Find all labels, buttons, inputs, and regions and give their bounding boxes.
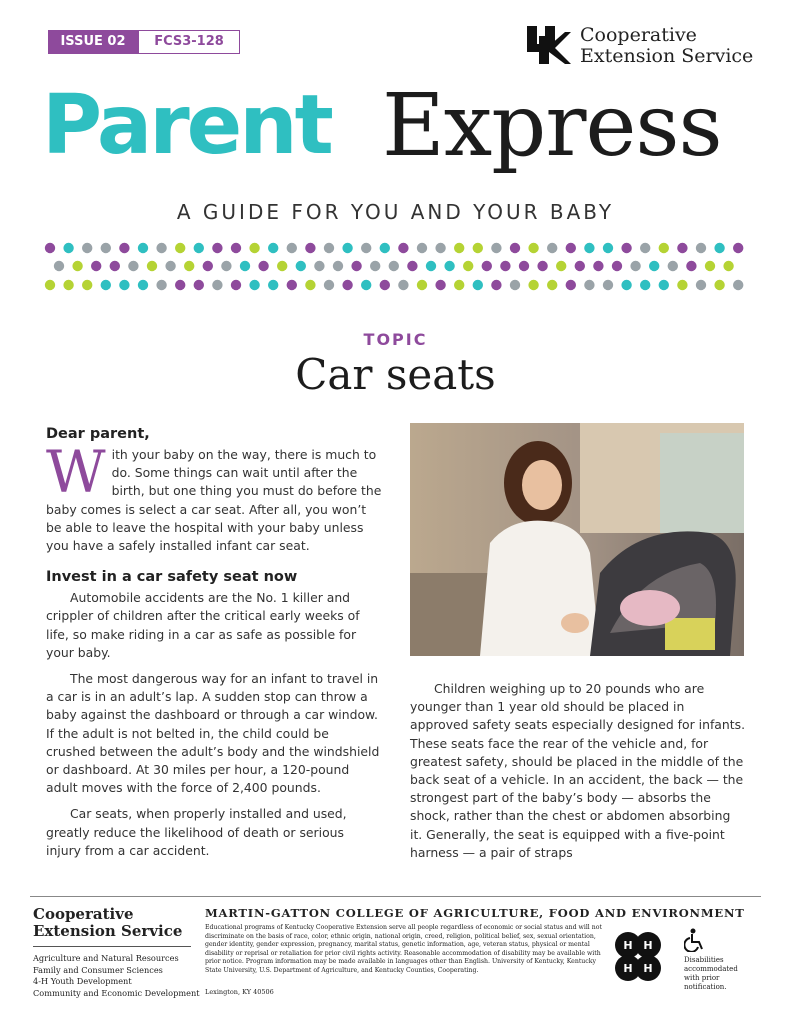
decorative-dot xyxy=(351,261,361,271)
decorative-dot xyxy=(361,280,371,290)
footer-college-name: MARTIN-GATTON COLLEGE OF AGRICULTURE, FOOD AND ENVIRONMENT xyxy=(205,906,745,920)
decorative-dot xyxy=(547,243,557,253)
decorative-dot xyxy=(268,280,278,290)
masthead-subtitle: A GUIDE FOR YOU AND YOUR BABY xyxy=(176,200,615,224)
decorative-dot xyxy=(128,261,138,271)
decorative-dot xyxy=(72,261,82,271)
decorative-dot xyxy=(677,280,687,290)
decorative-dot xyxy=(361,243,371,253)
decorative-dot xyxy=(444,261,454,271)
left-column xyxy=(46,426,382,868)
decorative-dot xyxy=(287,280,297,290)
decorative-dot xyxy=(305,243,315,253)
greeting: Dear parent, xyxy=(46,426,150,442)
decorative-dot xyxy=(380,243,390,253)
decorative-dot xyxy=(305,280,315,290)
decorative-dot xyxy=(491,280,501,290)
program-item: Family and Consumer Sciences xyxy=(33,964,163,975)
footer-legal-text: Educational programs of Kentucky Cooperative Extension serve all people regardless of economic or social status and will not discriminate on the basis of race, color, ethnic origin, national origin, creed, religion, political belief, sex, sexual orientation, gender identity, gender expression, pregnancy, marital status, genetic information, age, veteran status, physical or mental disability or reprisal or retaliation for prior civil rights activity. Reasonable accommodation of disability may be available with prior notice. Program information may be made available in languages other than English. University of Kentucky, Kentucky State University, U.S. Department of Agriculture, and Kentucky Counties, Cooperating. xyxy=(205,924,602,974)
decorative-dot xyxy=(733,280,743,290)
decorative-dot xyxy=(138,280,148,290)
decorative-dot xyxy=(398,243,408,253)
decorative-dot xyxy=(668,261,678,271)
decorative-dot xyxy=(101,243,111,253)
program-item: 4-H Youth Development xyxy=(33,976,132,986)
decorative-dot xyxy=(342,280,352,290)
decorative-dot xyxy=(500,261,510,271)
decorative-dot xyxy=(194,243,204,253)
decorative-dot xyxy=(463,261,473,271)
footer-org-name: Cooperative Extension Service xyxy=(33,905,183,940)
decorative-dot xyxy=(491,243,501,253)
decorative-dot xyxy=(296,261,306,271)
decorative-dot xyxy=(640,280,650,290)
decorative-dot xyxy=(426,261,436,271)
decorative-dot xyxy=(212,243,222,253)
decorative-dot xyxy=(705,261,715,271)
decorative-dot xyxy=(659,280,669,290)
decorative-dot xyxy=(82,280,92,290)
drop-cap: W xyxy=(46,438,106,506)
decorative-dot xyxy=(537,261,547,271)
decorative-dot xyxy=(593,261,603,271)
decorative-dot xyxy=(677,243,687,253)
decorative-dot xyxy=(389,261,399,271)
decorative-dot xyxy=(482,261,492,271)
decorative-dot xyxy=(324,243,334,253)
paragraph-3: Car seats, when properly installed and used, greatly reduce the likelihood of death or serious injury from a car accident. xyxy=(46,806,347,858)
decorative-dot xyxy=(621,280,631,290)
decorative-dot xyxy=(407,261,417,271)
decorative-dot xyxy=(82,243,92,253)
decorative-dot xyxy=(528,243,538,253)
topic-label: TOPIC xyxy=(363,330,428,349)
decorative-dot xyxy=(584,243,594,253)
decorative-dot xyxy=(435,243,445,253)
decorative-dot xyxy=(566,280,576,290)
decorative-dot xyxy=(454,280,464,290)
decorative-dot-pattern xyxy=(44,242,748,294)
decorative-dot xyxy=(249,280,259,290)
decorative-dot xyxy=(630,261,640,271)
decorative-dot xyxy=(603,243,613,253)
decorative-dot xyxy=(221,261,231,271)
decorative-dot xyxy=(519,261,529,271)
decorative-dot xyxy=(194,280,204,290)
decorative-dot xyxy=(240,261,250,271)
decorative-dot xyxy=(528,280,538,290)
article-title: Car seats xyxy=(295,350,496,399)
decorative-dot xyxy=(54,261,64,271)
decorative-dot xyxy=(723,261,733,271)
decorative-dot xyxy=(45,243,55,253)
decorative-dot xyxy=(147,261,157,271)
decorative-dot xyxy=(268,243,278,253)
decorative-dot xyxy=(603,280,613,290)
decorative-dot xyxy=(342,243,352,253)
right-paragraph: Children weighing up to 20 pounds who are younger than 1 year old should be placed in approved safety seats especially designed for infants. These seats face the rear of the vehicle and, for greatest safety, should be placed in the middle of the back seat of a vehicle. In an accident, the back — the strongest part of the baby’s body — absorbs the shock, rather than the chest or abdomen absorbing it. Generally, the seat is equipped with a five-point harness — a pair of straps xyxy=(410,681,746,860)
decorative-dot xyxy=(584,280,594,290)
disabilities-note: Disabilities accommodated with prior notification. xyxy=(684,956,738,991)
decorative-dot xyxy=(231,243,241,253)
decorative-dot xyxy=(249,243,259,253)
decorative-dot xyxy=(314,261,324,271)
wheelchair-accessibility-icon xyxy=(684,928,706,952)
masthead-title-parent: Parent xyxy=(42,78,331,173)
decorative-dot xyxy=(138,243,148,253)
decorative-dot xyxy=(184,261,194,271)
decorative-dot xyxy=(733,243,743,253)
svg-text:H: H xyxy=(623,962,633,975)
decorative-dot xyxy=(324,280,334,290)
footer-divider xyxy=(30,896,761,897)
decorative-dot xyxy=(417,243,427,253)
decorative-dot xyxy=(547,280,557,290)
decorative-dot xyxy=(287,243,297,253)
intro-paragraph: With your baby on the way, there is much to do. Some things can wait until after the birth, but one thing you must do before the baby comes is select a car seat. After all, you won’t be able to leave the hospital with your baby unless you have a safely installed infant car seat. xyxy=(46,438,382,554)
decorative-dot xyxy=(175,243,185,253)
masthead-title-express: Express xyxy=(382,76,722,176)
decorative-dot xyxy=(45,280,55,290)
decorative-dot xyxy=(156,243,166,253)
decorative-dot xyxy=(110,261,120,271)
decorative-dot xyxy=(621,243,631,253)
decorative-dot xyxy=(556,261,566,271)
decorative-dot xyxy=(566,243,576,253)
svg-text:H: H xyxy=(643,962,653,975)
footer-address: Lexington, KY 40506 xyxy=(205,988,274,996)
decorative-dot xyxy=(165,261,175,271)
uk-logo-icon xyxy=(525,24,571,66)
decorative-dot xyxy=(473,280,483,290)
decorative-dot xyxy=(156,280,166,290)
decorative-dot xyxy=(101,280,111,290)
decorative-dot xyxy=(380,280,390,290)
decorative-dot xyxy=(714,280,724,290)
decorative-dot xyxy=(212,280,222,290)
decorative-dot xyxy=(510,280,520,290)
photo-mother-buckling-car-seat xyxy=(410,423,744,656)
decorative-dot xyxy=(63,280,73,290)
decorative-dot xyxy=(510,243,520,253)
footer-programs xyxy=(33,953,200,999)
decorative-dot xyxy=(333,261,343,271)
svg-text:H: H xyxy=(643,939,653,952)
program-item: Community and Economic Development xyxy=(33,987,200,998)
decorative-dot xyxy=(454,243,464,253)
decorative-dot xyxy=(435,280,445,290)
decorative-dot xyxy=(277,261,287,271)
decorative-dot xyxy=(575,261,585,271)
issue-badge: ISSUE 02 xyxy=(48,30,138,54)
four-h-clover-icon xyxy=(606,928,670,988)
decorative-dot xyxy=(63,243,73,253)
decorative-dot xyxy=(119,280,129,290)
section-heading: Invest in a car safety seat now xyxy=(46,569,298,586)
decorative-dot xyxy=(258,261,268,271)
decorative-dot xyxy=(696,280,706,290)
paragraph-2: The most dangerous way for an infant to travel in a car is in an adult’s lap. A sudden stop can throw a baby against the dashboard or through a car window. If the adult is not belted in, the child could be crushed between the adult’s body and the windshield or dashboard. At 30 miles per hour, a 120-pound adult moves with the force of 2,400 pounds. xyxy=(46,671,380,796)
decorative-dot xyxy=(417,280,427,290)
decorative-dot xyxy=(473,243,483,253)
footer-org-divider xyxy=(33,946,191,947)
decorative-dot xyxy=(612,261,622,271)
decorative-dot xyxy=(640,243,650,253)
svg-text:H: H xyxy=(623,939,633,952)
decorative-dot xyxy=(398,280,408,290)
decorative-dot xyxy=(714,243,724,253)
org-name: Cooperative Extension Service xyxy=(580,24,754,67)
paragraph-1: Automobile accidents are the No. 1 killer and crippler of children after the critical early weeks of life, so make riding in a car as safe as possible for your baby. xyxy=(46,590,360,660)
decorative-dot xyxy=(370,261,380,271)
decorative-dot xyxy=(91,261,101,271)
decorative-dot xyxy=(659,243,669,253)
decorative-dot xyxy=(231,280,241,290)
decorative-dot xyxy=(686,261,696,271)
decorative-dot xyxy=(175,280,185,290)
program-item: Agriculture and Natural Resources xyxy=(33,953,179,963)
right-column xyxy=(410,680,746,870)
decorative-dot xyxy=(696,243,706,253)
publication-code: FCS3-128 xyxy=(138,30,240,54)
decorative-dot xyxy=(203,261,213,271)
decorative-dot xyxy=(649,261,659,271)
decorative-dot xyxy=(119,243,129,253)
